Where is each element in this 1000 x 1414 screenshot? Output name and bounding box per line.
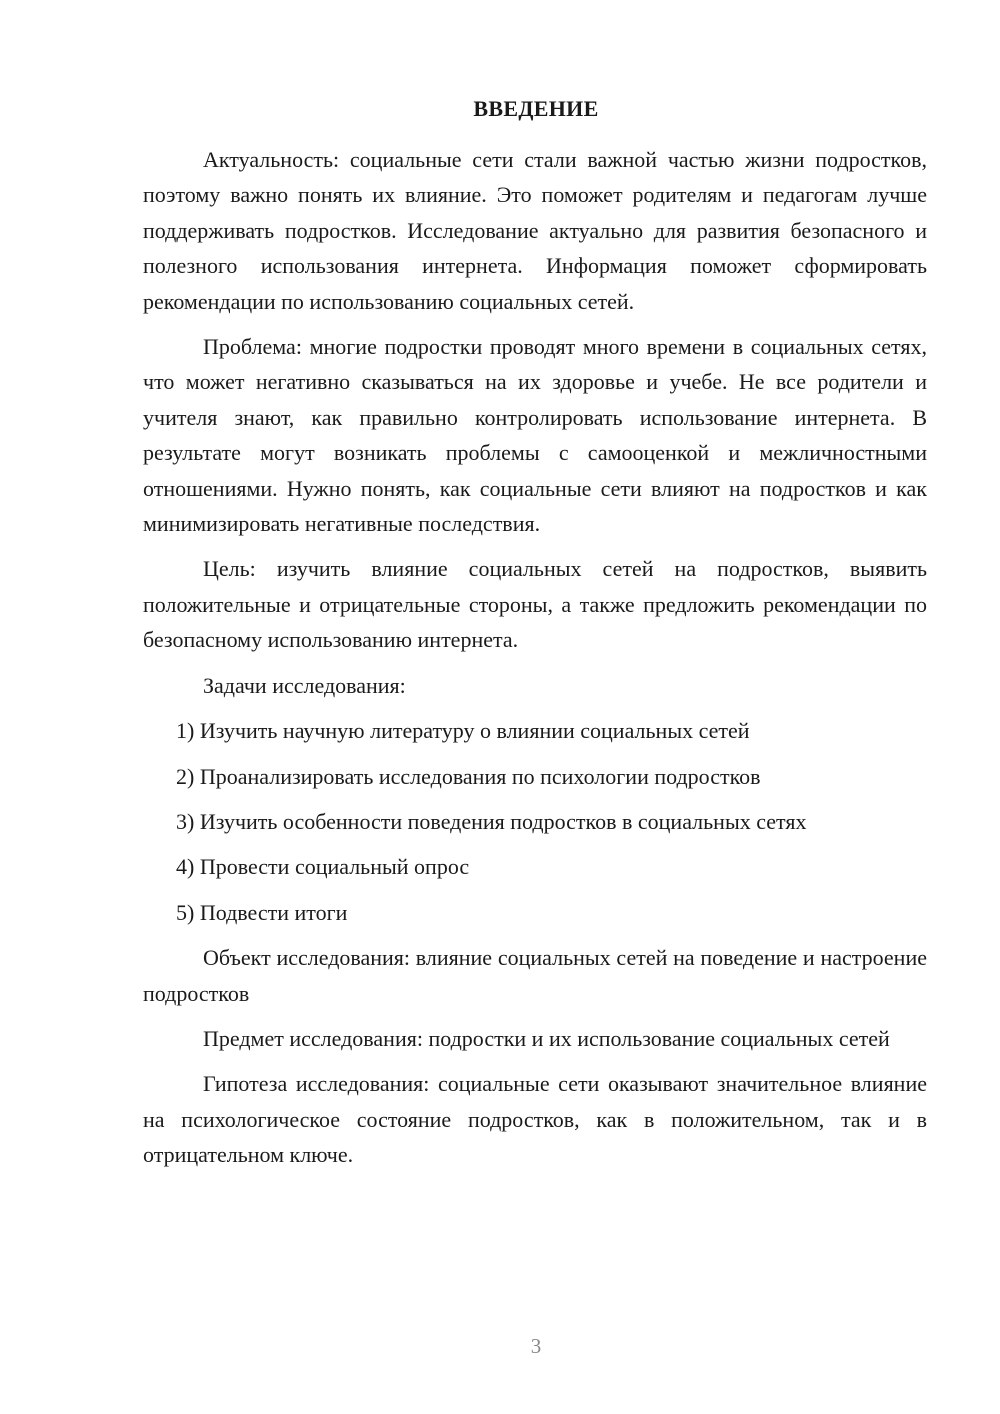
document-body [143,142,927,1183]
page-number: 3 [530,1334,542,1358]
tasks-title: Задачи исследования: [203,672,406,698]
task-item: 4) Провести социальный опрос [176,854,470,880]
task-item: 3) Изучить особенности поведения подростков в социальных сетях [176,808,807,834]
tasks-list [143,713,927,930]
object-paragraph: Объект исследования: влияние социальных сетей на поведение и настроение подростков [143,945,927,1006]
page-heading: ВВЕДЕНИЕ [473,96,599,121]
task-item: 5) Подвести итоги [176,899,348,925]
goal-paragraph: Цель: изучить влияние социальных сетей на подростков, выявить положительные и отрицательные стороны, а также предложить рекомендации по безопасному использованию интернета. [143,556,927,653]
relevance-paragraph: Актуальность: социальные сети стали важной частью жизни подростков, поэтому важно понять их влияние. Это поможет родителям и педагогам лучше поддерживать подростков. Исследование актуально для развития безопасного и полезного использования интернета. Информация поможет сформировать рекомендации по использованию социальных сетей. [143,147,927,314]
hypothesis-paragraph: Гипотеза исследования: социальные сети оказывают значительное влияние на психологическое состояние подростков, как в положительном, так и в отрицательном ключе. [143,1071,927,1168]
problem-paragraph: Проблема: многие подростки проводят много времени в социальных сетях, что может негативно сказываться на их здоровье и учебе. Не все родители и учителя знают, как правильно контролировать использование интернета. В результате могут возникать проблемы с самооценкой и межличностными отношениями. Нужно понять, как социальные сети влияют на подростков и как минимизировать негативные последствия. [143,334,927,537]
subject-paragraph: Предмет исследования: подростки и их использование социальных сетей [203,1025,890,1051]
task-item: 2) Проанализировать исследования по психологии подростков [176,763,761,789]
task-item: 1) Изучить научную литературу о влиянии социальных сетей [176,718,750,744]
